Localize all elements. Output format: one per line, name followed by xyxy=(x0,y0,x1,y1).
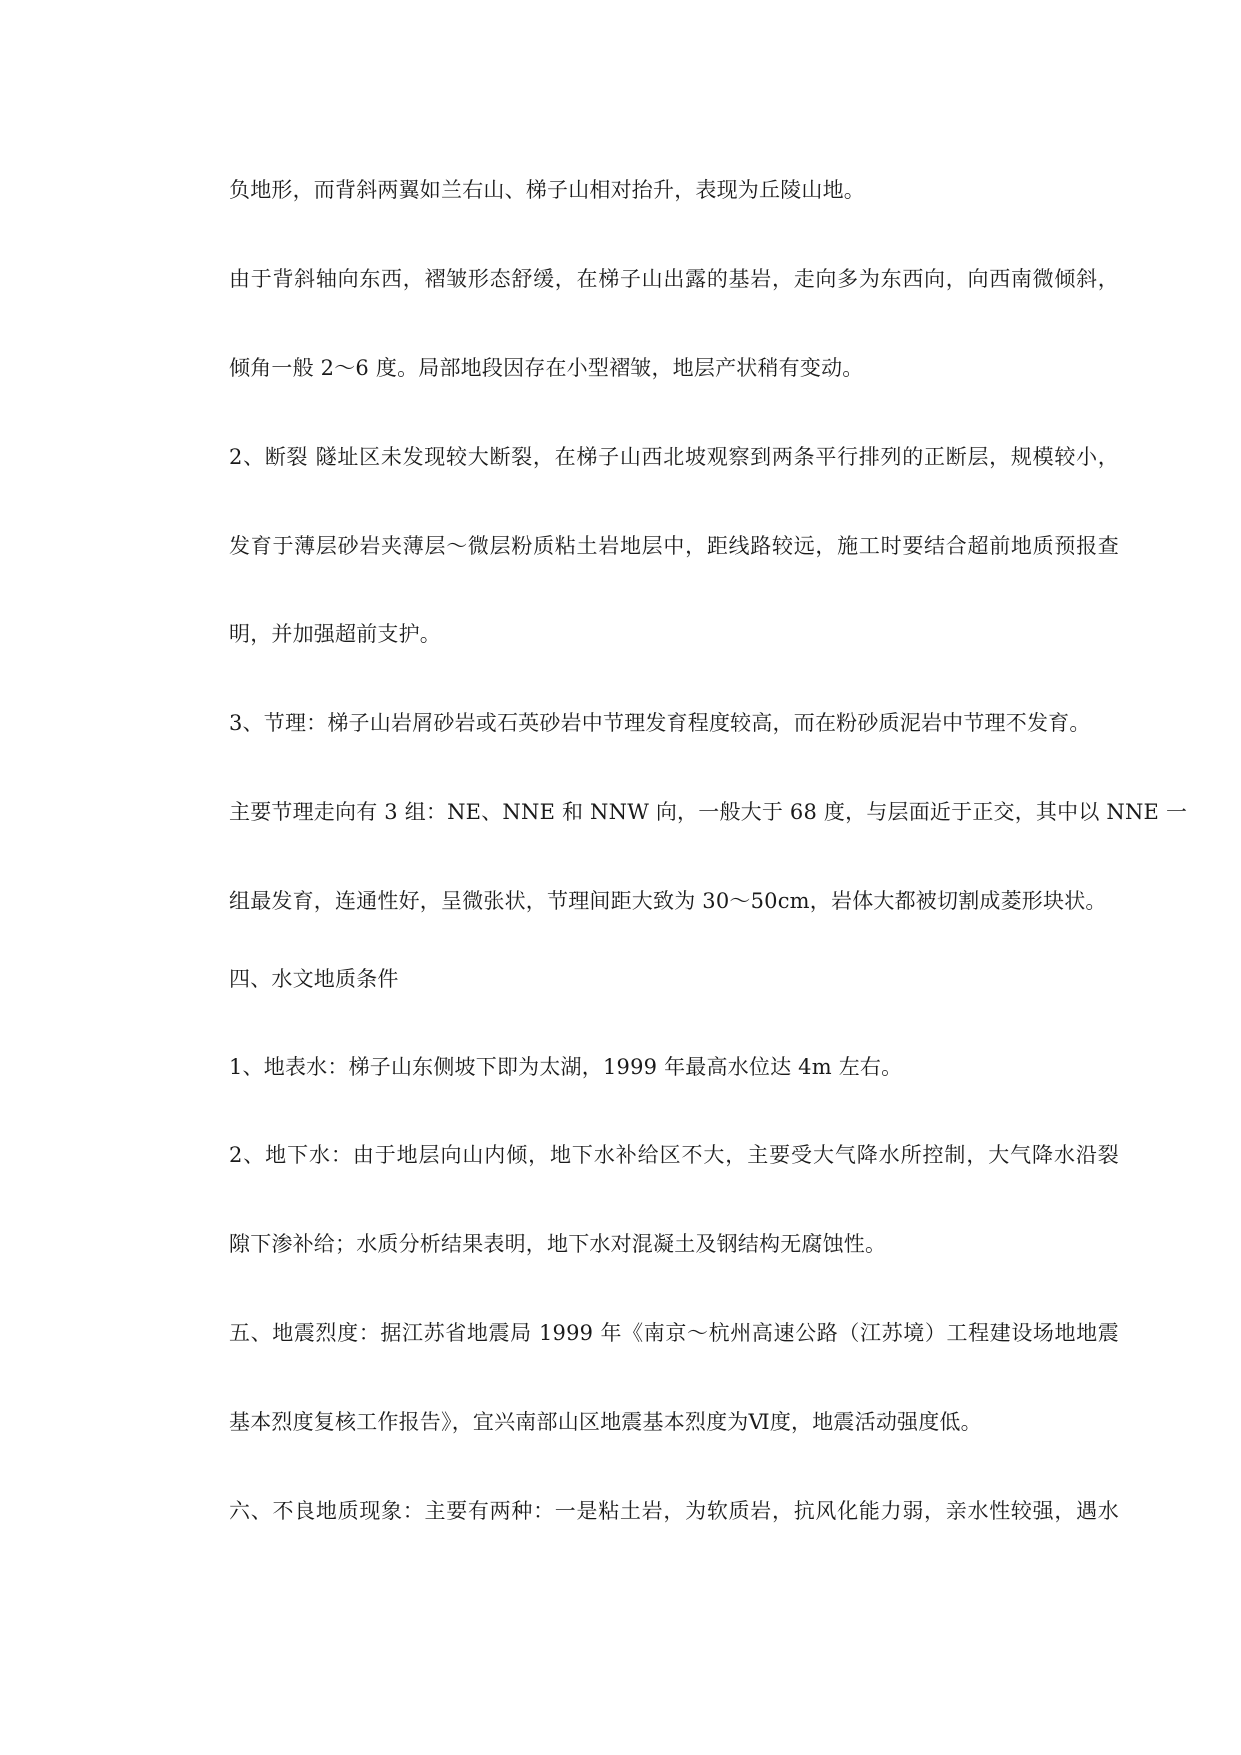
text-line: 发育于薄层砂岩夹薄层～微层粉质粘土岩地层中，距线路较远，施工时要结合超前地质预报查 xyxy=(229,534,1119,558)
text-line: 基本烈度复核工作报告》，宜兴南部山区地震基本烈度为Ⅵ度，地震活动强度低。 xyxy=(229,1410,982,1434)
text-line: 3、节理：梯子山岩屑砂岩或石英砂岩中节理发育程度较高，而在粉砂质泥岩中节理不发育。 xyxy=(229,711,1091,735)
text-line: 倾角一般 2～6 度。局部地段因存在小型褶皱，地层产状稍有变动。 xyxy=(229,356,864,380)
section-heading: 四、水文地质条件 xyxy=(229,967,399,991)
text-line: 六、不良地质现象：主要有两种：一是粘土岩，为软质岩，抗风化能力弱，亲水性较强，遇水 xyxy=(229,1499,1119,1523)
text-line: 五、地震烈度：据江苏省地震局 1999 年《南京～杭州高速公路（江苏境）工程建设场地地震 xyxy=(229,1321,1119,1345)
text-line: 主要节理走向有 3 组：NE、NNE 和 NNW 向，一般大于 68 度，与层面近于正交，其中以 NNE 一 xyxy=(229,800,1188,824)
text-line: 组最发育，连通性好，呈微张状，节理间距大致为 30～50cm，岩体大都被切割成菱形块状。 xyxy=(229,889,1107,913)
text-line: 隙下渗补给；水质分析结果表明，地下水对混凝土及钢结构无腐蚀性。 xyxy=(229,1232,887,1256)
text-line: 负地形，而背斜两翼如兰右山、梯子山相对抬升，表现为丘陵山地。 xyxy=(229,178,865,202)
text-line: 明，并加强超前支护。 xyxy=(229,622,441,646)
text-line: 2、断裂 隧址区未发现较大断裂，在梯子山西北坡观察到两条平行排列的正断层，规模较小， xyxy=(229,445,1119,469)
text-line: 由于背斜轴向东西，褶皱形态舒缓，在梯子山出露的基岩，走向多为东西向，向西南微倾斜， xyxy=(229,267,1119,291)
text-line: 1、地表水：梯子山东侧坡下即为太湖，1999 年最高水位达 4m 左右。 xyxy=(229,1055,903,1079)
text-line: 2、地下水：由于地层向山内倾，地下水补给区不大，主要受大气降水所控制，大气降水沿裂 xyxy=(229,1143,1119,1167)
